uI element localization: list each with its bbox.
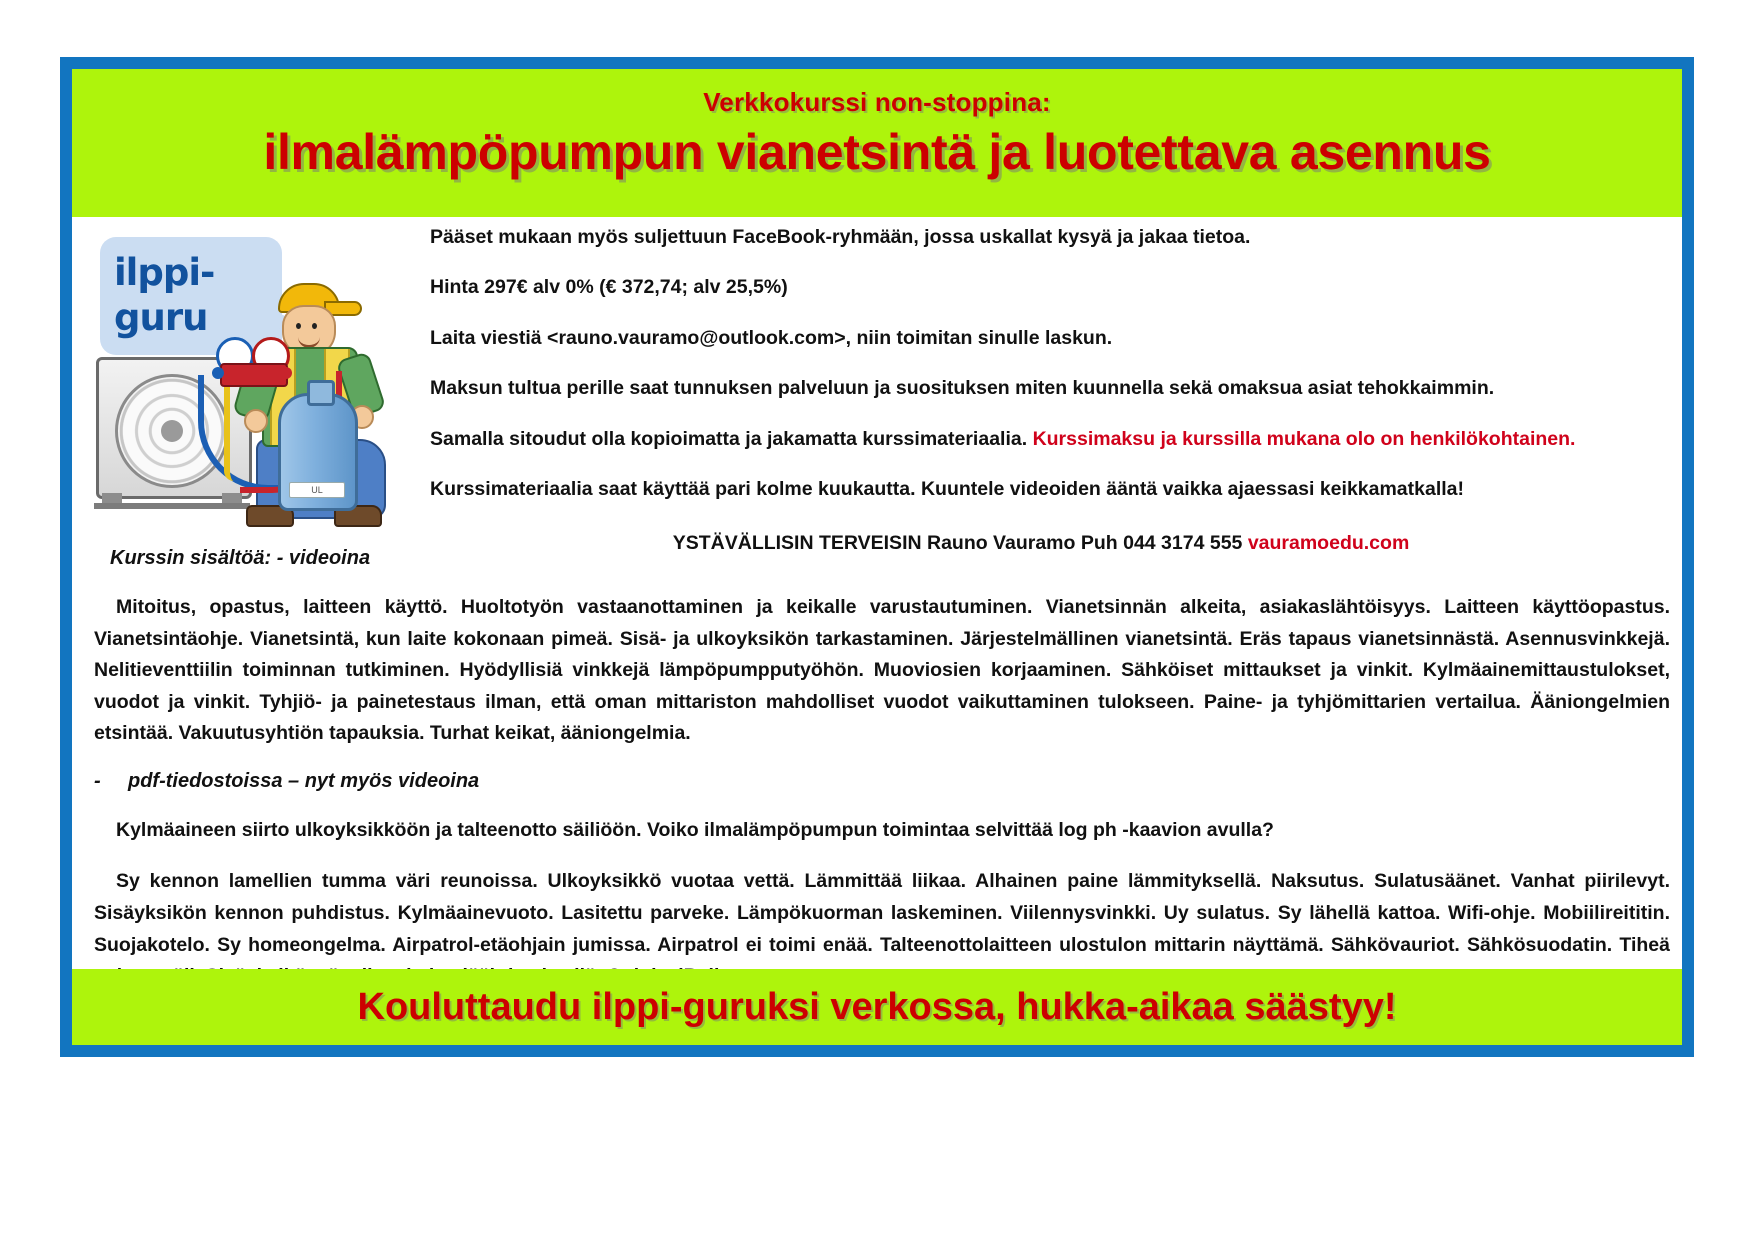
section-paragraph-pdf-2: Sy kennon lamellien tumma väri reunoissa. Ulkoyksikkö vuotaa vettä. Lämmittää liikaa. Alhainen paine lämmityksellä. Naksutus. Sulatusäänet. Vanhat piirilevyt. Sisäyksikön kennon puhdistus. Kylmäainevuoto. Lasitettu parveke. Lämpökuorman laskeminen. Viilennysvinkki. Uy sulatus. Sy lähellä kattoa. Wifi-ohje. Mobiilireititin. Suojakotelo. Sy homeongelma. Airpatrol-etäohjain jumissa. Airpatrol ei toimi enää. Talteenottolaitteen ulostulon mittarin näyttämä. Sähkövauriot. Sähkösuodatin. Tiheä (94, 870, 1670, 956)
section-paragraph-pdf-1: Kylmäaineen siirto ulkoyksikköön ja talteenotto säiliöön. Voiko ilmalämpöpumpun toimintaa selvittää log ph -kaavion avulla? (116, 818, 1274, 841)
flyer-page (60, 57, 1694, 1057)
manifold-knob-right-icon (280, 367, 292, 379)
intro-paragraph-payment: Maksun tultua perille saat tunnuksen palveluun ja suosituksen miten kuunnella sekä omaksua asiat tehokkaimmin. (430, 377, 1495, 400)
page-title: ilmalämpöpumpun vianetsintä ja luotettava asennus (263, 124, 1491, 181)
refrigerant-bottle-icon (278, 393, 358, 511)
hero-illustration (90, 225, 420, 537)
manifold-knob-left-icon (212, 367, 224, 379)
copyright-text-black: Samalla sitoudut olla kopioimatta ja jakamatta kurssimateriaalia. (430, 427, 1033, 450)
copyright-text-red: Kurssimaksu ja kurssilla mukana olo on henkilökohtainen. (1032, 427, 1576, 450)
intro-paragraph-email: Laita viestiä <rauno.vauramo@outlook.com>, niin toimitan sinulle laskun. (430, 326, 1113, 349)
section-heading-pdf-dash: - (94, 769, 101, 792)
bottle-valve-icon (307, 380, 335, 406)
intro-paragraph-duration: Kurssimateriaalia saat käyttää pari kolme kuukautta. Kuuntele videoiden ääntä vaikka ajaessasi keikkamatkalla! (430, 477, 1465, 500)
section-paragraph-videos: Mitoitus, opastus, laitteen käyttö. Huoltotyön vastaanottaminen ja keikalle varustautuminen. Vianetsinnän alkeita, asiakaslähtöisyys. Laitteen käyttöopastus. Vianetsintäohje. Vianetsintä, kun laite kokonaan pimeä. Sisä- ja ulkoyksikön tarkastaminen. Järjestelmällinen vianetsintä. Eräs tapaus vianetsinnästä. Asennusvinkkejä. Nelitieventtiilin toiminnan tutkiminen. Hyödyllisiä vinkkejä lämpöpumpputyöhön. Muoviosien korjaaminen. Sähköiset mittaukset ja vinkit. Kylmäainemittaustulokset, vuodot ja vinkit. Tyhjiö- ja painetestaus ilman, että oman mittariston mahdolliset vuodot vaikuttaminen tulokseen. Paine- ja tyhjömittarien vertailua. Ääniongelmien etsintää. Vakuutusyhtiön tapauksia. Turhat keikat, ääniongelmia. (94, 596, 1670, 745)
logo-text-line2: guru (114, 296, 208, 339)
logo-text-line1: ilppi- (114, 251, 215, 294)
kicker-text: Verkkokurssi non-stoppina: (703, 87, 1051, 117)
signature-name-phone: YSTÄVÄLLISIN TERVEISIN Rauno Vauramo Puh 044 3174 555 (672, 532, 1248, 555)
bottle-label: UL (289, 482, 345, 498)
course-content-block (94, 547, 1670, 993)
manifold-gauge-set-icon (216, 337, 290, 403)
section-heading-pdf-label: pdf-tiedostoissa – nyt myös videoina (128, 769, 480, 792)
intro-paragraph-facebook: Pääset mukaan myös suljettuun FaceBook-ryhmään, jossa uskallat kysyä ja jakaa tietoa. (430, 226, 1251, 248)
unit-base-bar (94, 503, 250, 509)
cta-text: Kouluttaudu ilppi-guruksi verkossa, hukka-aikaa säästyy! (357, 986, 1397, 1028)
website-link[interactable]: vauramoedu.com (1247, 532, 1410, 555)
top-banner (72, 69, 1682, 217)
section-heading-videos: Kurssin sisältöä: - videoina (110, 547, 371, 569)
flyer-inner (72, 69, 1682, 1045)
eye-left-icon (296, 323, 301, 329)
fan-hub-icon (161, 420, 183, 442)
intro-paragraph-price: Hinta 297€ alv 0% (€ 372,74; alv 25,5%) (430, 276, 788, 299)
eye-right-icon (312, 323, 317, 329)
intro-paragraph-copyright (430, 427, 1652, 451)
section-heading-pdf (94, 770, 1670, 793)
intro-text-block (430, 225, 1652, 556)
bottom-banner (72, 969, 1682, 1045)
manifold-body-icon (220, 363, 288, 387)
unit-legs (94, 493, 250, 509)
